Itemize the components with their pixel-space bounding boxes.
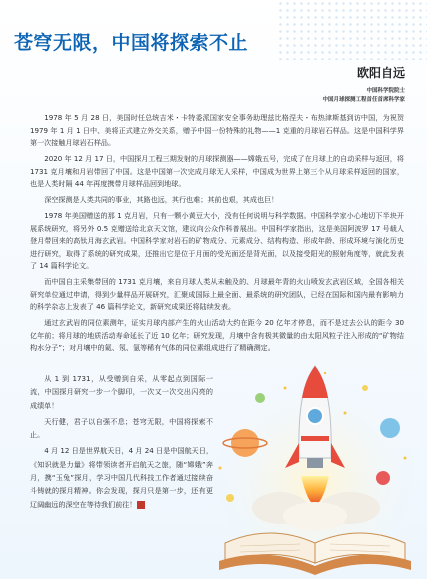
paragraph [30, 444, 213, 510]
paragraph: 深空探测是人类共同的事业，其路也远，其行也难；其前也艰，其成也巨！ [44, 195, 279, 204]
author-affiliation-2: 中国月球探测工程首任首席科学家 [322, 97, 405, 103]
article-title: 苍穹无限，中国将探索不止 [14, 32, 249, 54]
paragraph: 通过玄武岩的同位素测年，证实月球内部产生的火山活动大约在距今 20 亿年才停息，而不是过去公认的距今 30 亿年前；将月球的地质活动寿命延长了近 10 亿年；研究发现，月壤中含有极其微量的由太阳风粒子注入形成的“矿物结构水分子”；对月壤中的氦、氖、氩等稀有气体的同位素组成进行了精确测定。 [30, 318, 404, 352]
decorative-dot-pattern [277, 0, 427, 60]
author-name: 欧阳自远 [356, 66, 405, 80]
paragraph: 天行健，君子以自强不息；苍穹无限，中国将探索不止。 [30, 416, 213, 440]
paragraph: 2020 年 12 月 17 日，中国探月工程三期发射的月球探测器——嫦娥五号，完成了在月球上的自动采样与返回，将 1731 克月壤和月岩带回了中国。这是中国第一次完成月球无人采样，中国成为世界上第三个从月球采样返回的国家，也是人类时隔 44 年再度携带月球样品回到地球。 [30, 154, 404, 188]
paragraph-text: 4 月 12 日是世界航天日，4 月 24 日是中国航天日，《知识就是力量》将带领读者开启航天之旅，随“嫦娥”奔月，携“玉兔”探月，学习中国几代科技工作者通过接续奋斗铸就的探月精神。你会发现，探月只是第一步，还有更辽阔幽远的深空在等待我们前往！ [30, 446, 213, 509]
rocket-book-illustration-icon [205, 358, 427, 579]
author-affiliation-1: 中国科学院院士 [366, 88, 405, 94]
end-mark-icon [137, 501, 145, 509]
paragraph: 1978 年 5 月 28 日，美国时任总统吉米・卡特委派国家安全事务助理兹比格涅夫・布热津斯基到访中国，为祝贺 1979 年 1 月 1 日中、美将正式建立外交关系，赠予中国一份特殊的礼物——1 克重的月球岩石样品。这是中国科学界第一次接触月球岩石样品。 [30, 113, 404, 147]
article-body [30, 112, 404, 358]
article-column [30, 372, 213, 514]
paragraph: 从 1 到 1731，从受赠到自采，从零起点到国际一流，中国探月研究一步一个脚印，一次又一次交出闪亮的成绩单！ [30, 374, 213, 410]
paragraph: 而中国自主采集带回的 1731 克月壤，来自月球人类从未触及的、月球最年青的火山喷发玄武岩区域，全国各相关研究单位通过申请，得到少量样品开展研究，汇聚成国际上最全面、最系统的研究团队，已经在国际和国内最有影响力的科学杂志上发表了 46 篇科学论文，新研究成果还将陆续发表。 [30, 277, 404, 311]
paragraph: 1978 年美国赠送的那 1 克月岩，只有一颗小黄豆大小，没有任何说明与科学数据。中国科学家小心地切下半块开展系统研究，将另外 0.5 克赠送给北京天文馆，建议向公众作科普展出。中国科学家指出，这是美国阿波罗 17 号载人登月带回来的高钛月海玄武岩。中国科学家对岩石的矿物成分、元素成分、结构构造、形成年龄、形成环境与演化历史进行研究，取得了系统的研究成果，还推出它是位于月面的受光面还是背光面，以及接受阳光的照射角度等，就此发表了 14 篇科学论文。 [30, 211, 404, 270]
